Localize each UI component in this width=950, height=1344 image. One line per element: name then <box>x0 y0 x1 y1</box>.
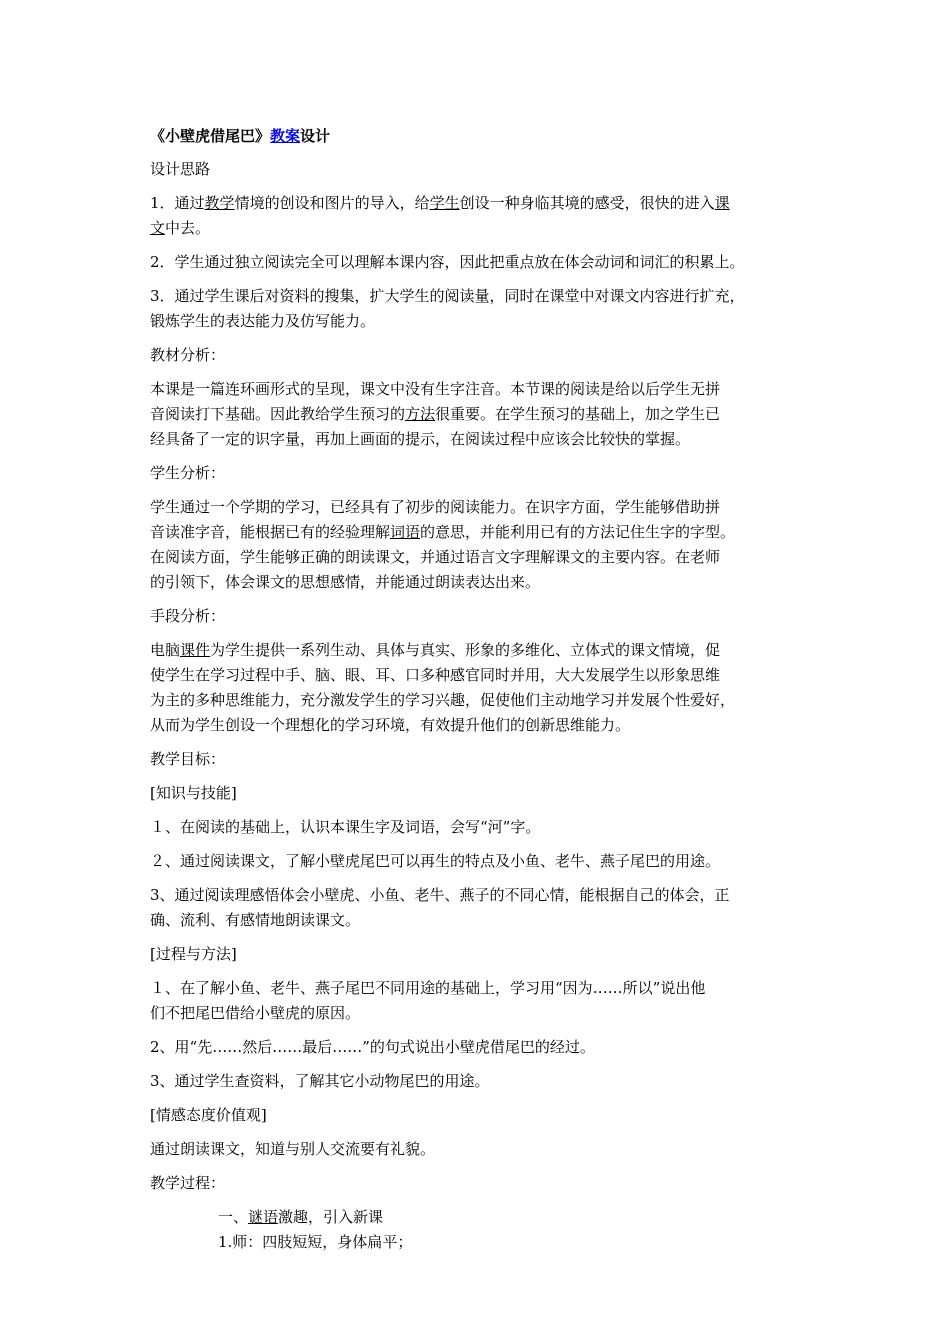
section-heading-means: 手段分析： <box>150 607 226 625</box>
material-analysis: 本课是一篇连环画形式的呈现，课文中没有生字注音。本节课的阅读是给以后学生无拼 音阅读打下基础。因此教给学生预习的方法很重要。在学生预习的基础上，加之学生已 经具备了一定的识字量，再加上画面的提示，在阅读过程中应该会比较快的掌握。 <box>150 380 721 448</box>
document-title: 《小壁虎借尾巴》教案设计 <box>150 127 331 145</box>
link-student[interactable]: 学生 <box>429 194 460 212</box>
goal-heading-process: [过程与方法] <box>150 945 237 963</box>
means-analysis: 电脑课件为学生提供一系列生动、具体与真实、形象的多维化、立体式的课文情境，促 使学生在学习过程中手、脑、眼、耳、口多种感官同时并用，大大发展学生以形象思维 为主的多种思维能力，充分激发学生的学习兴趣，促使他们主动地学习并发展个性爱好， 从而为学生创设一个理想化的学习环境，有效提升他们的创新思维能力。 <box>150 641 736 734</box>
link-courseware[interactable]: 课件 <box>180 641 211 659</box>
design-point-1: 1．通过教学情境的创设和图片的导入，给学生创设一种身临其境的感受，很快的进入课 文中去。 <box>150 194 730 237</box>
link-text-part1[interactable]: 课 <box>714 194 730 212</box>
design-point-2: 2．学生通过独立阅读完全可以理解本课内容，因此把重点放在体会动词和词汇的积累上。 <box>150 253 745 271</box>
link-text-part2[interactable]: 文 <box>150 219 166 237</box>
section-heading-student: 学生分析： <box>150 464 226 482</box>
goal-knowledge-3: 3、通过阅读理感悟体会小壁虎、小鱼、老牛、燕子的不同心情，能根据自己的体会，正 确、流利、有感情地朗读课文。 <box>150 886 730 929</box>
goal-process-2: 2、用“先……然后……最后……”的句式说出小壁虎借尾巴的经过。 <box>150 1038 595 1056</box>
goal-knowledge-1: １、在阅读的基础上，认识本课生字及词语，会写“河”字。 <box>150 818 541 836</box>
student-analysis: 学生通过一个学期的学习，已经具有了初步的阅读能力。在识字方面，学生能够借助拼 音读准字音，能根据已有的经验理解词语的意思，并能利用已有的方法记住生字的字型。 在阅读方面，学生能够正确的朗读课文，并通过语言文字理解课文的主要内容。在老师 的引领下，体会课文的思想感情，并能通过朗读表达出来。 <box>150 498 736 591</box>
link-teaching[interactable]: 教学 <box>204 194 235 212</box>
goal-heading-knowledge: [知识与技能] <box>150 784 237 802</box>
goal-process-3: 3、通过学生查资料，了解其它小动物尾巴的用途。 <box>150 1072 490 1090</box>
process-step-1: 一、谜语激趣，引入新课 <box>218 1208 384 1226</box>
section-heading-goals: 教学目标： <box>150 750 226 768</box>
lesson-plan-link[interactable]: 教案 <box>270 127 301 145</box>
goal-heading-attitude: [情感态度价值观] <box>150 1106 267 1124</box>
document-body <box>150 124 810 1255</box>
process-step-1-1: 1.师：四肢短短，身体扁平； <box>218 1233 413 1251</box>
design-point-3: 3．通过学生课后对资料的搜集，扩大学生的阅读量，同时在课堂中对课文内容进行扩充， 锻炼学生的表达能力及仿写能力。 <box>150 287 745 330</box>
goal-process-1: １、在了解小鱼、老牛、燕子尾巴不同用途的基础上，学习用“因为……所以”说出他 们不把尾巴借给小壁虎的原因。 <box>150 979 706 1022</box>
link-riddle[interactable]: 谜语 <box>248 1208 279 1226</box>
link-words[interactable]: 词语 <box>390 523 421 541</box>
section-heading-design: 设计思路 <box>150 160 211 178</box>
goal-attitude-1: 通过朗读课文，知道与别人交流要有礼貌。 <box>150 1140 436 1158</box>
section-heading-material: 教材分析： <box>150 346 226 364</box>
goal-knowledge-2: ２、通过阅读课文，了解小壁虎尾巴可以再生的特点及小鱼、老牛、燕子尾巴的用途。 <box>150 852 721 870</box>
section-heading-process: 教学过程： <box>150 1174 226 1192</box>
link-method[interactable]: 方法 <box>405 405 436 423</box>
